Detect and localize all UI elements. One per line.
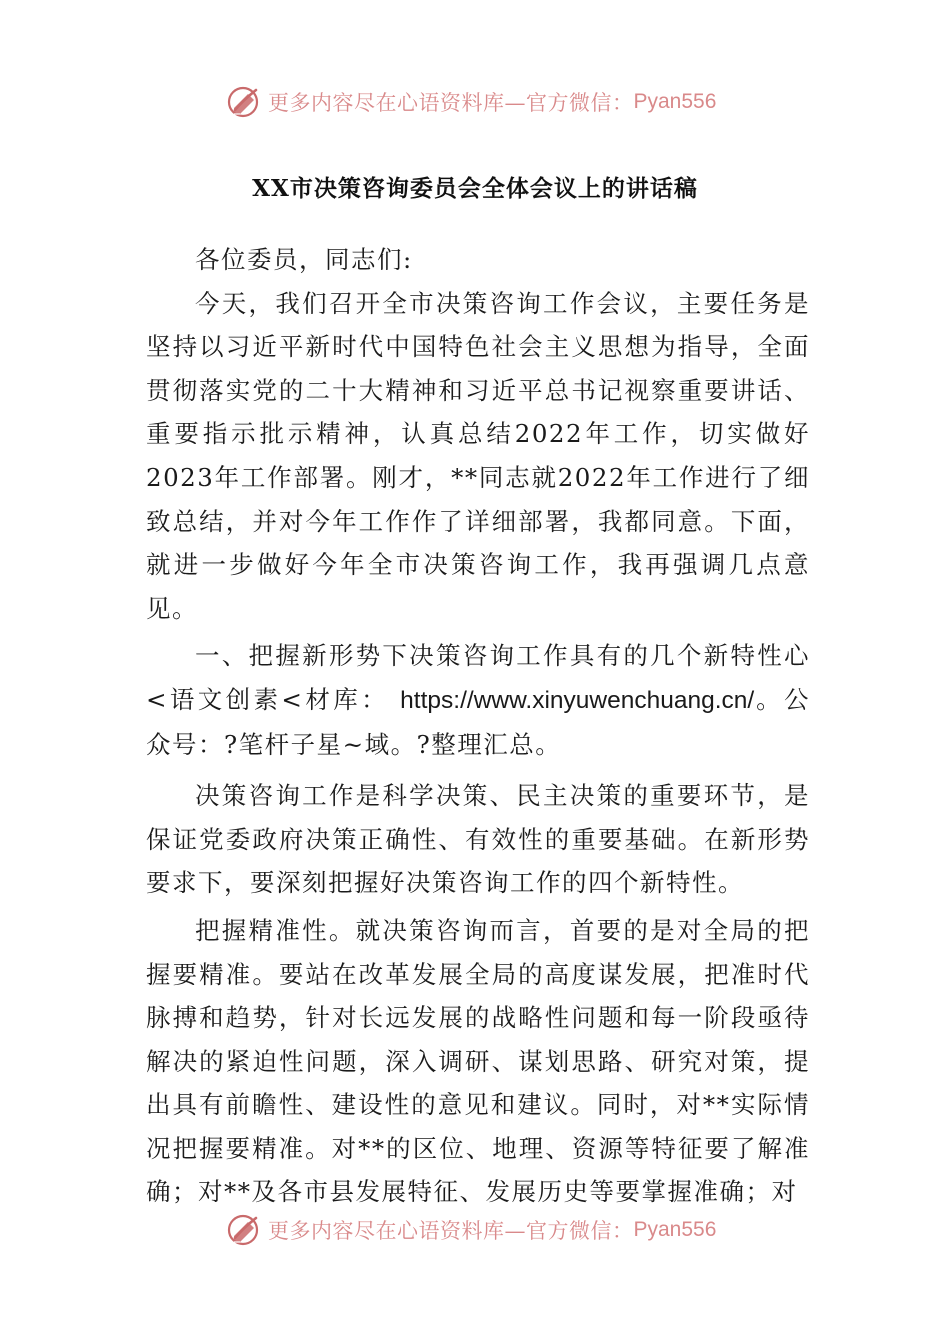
heading-text: 一、把握新形势下决策咨询工作具有的几个新特性心<语文创素<材库： <box>146 641 810 714</box>
greeting: 各位委员，同志们: <box>195 245 413 274</box>
paragraph-precision: 把握精准性。就决策咨询而言，首要的是对全局的把握要精准。要站在改革发展全局的高度谋发展，把准时代脉搏和趋势，针对长远发展的战略性问题和每一阶段亟待解决的紧迫性问题，深入调研、谋划思路、研究对策，提出具有前瞻性、建设性的意见和建议。同时，对**实际情况把握要精准。对**的区位、地理、资源等特征要了解准确；对**及各市县发展特征、发展历史等要掌握准确；对 <box>146 915 810 1207</box>
document-body <box>146 238 810 1214</box>
banner-wechat-id: Pyan556 <box>633 90 717 113</box>
banner-wechat-id: Pyan556 <box>633 1218 717 1241</box>
header-watermark-banner <box>226 82 786 122</box>
paragraph-intro: 今天，我们召开全市决策咨询工作会议，主要任务是坚持以习近平新时代中国特色社会主义思想为指导，全面贯彻落实党的二十大精神和习近平总书记视察重要讲话、重要指示批示精神，认真总结2022年工作，切实做好2023年工作部署。刚才，**同志就2022年工作进行了细致总结，并对今年工作作了详细部署，我都同意。下面，就进一步做好今年全市决策咨询工作，我再强调几点意见。 <box>146 288 810 623</box>
document-title: XX市决策咨询委员会全体会议上的讲话稿 <box>252 175 698 202</box>
section-heading-1 <box>146 634 810 766</box>
source-url-link[interactable]: https://www.xinyuwenchuang.cn/ <box>400 686 755 714</box>
heading-tail-text: 。公众号：?笔杆子星~域。?整理汇总。 <box>146 684 810 759</box>
pen-logo-icon <box>226 1212 262 1248</box>
footer-watermark-banner <box>226 1210 786 1250</box>
paragraph-decision-consulting: 决策咨询工作是科学决策、民主决策的重要环节，是保证党委政府决策正确性、有效性的重要基础。在新形势要求下，要深刻把握好决策咨询工作的四个新特性。 <box>146 781 810 898</box>
pen-logo-icon <box>226 84 262 120</box>
banner-text: 更多内容尽在心语资料库—官方微信： <box>268 91 634 115</box>
banner-text: 更多内容尽在心语资料库—官方微信： <box>268 1219 634 1243</box>
